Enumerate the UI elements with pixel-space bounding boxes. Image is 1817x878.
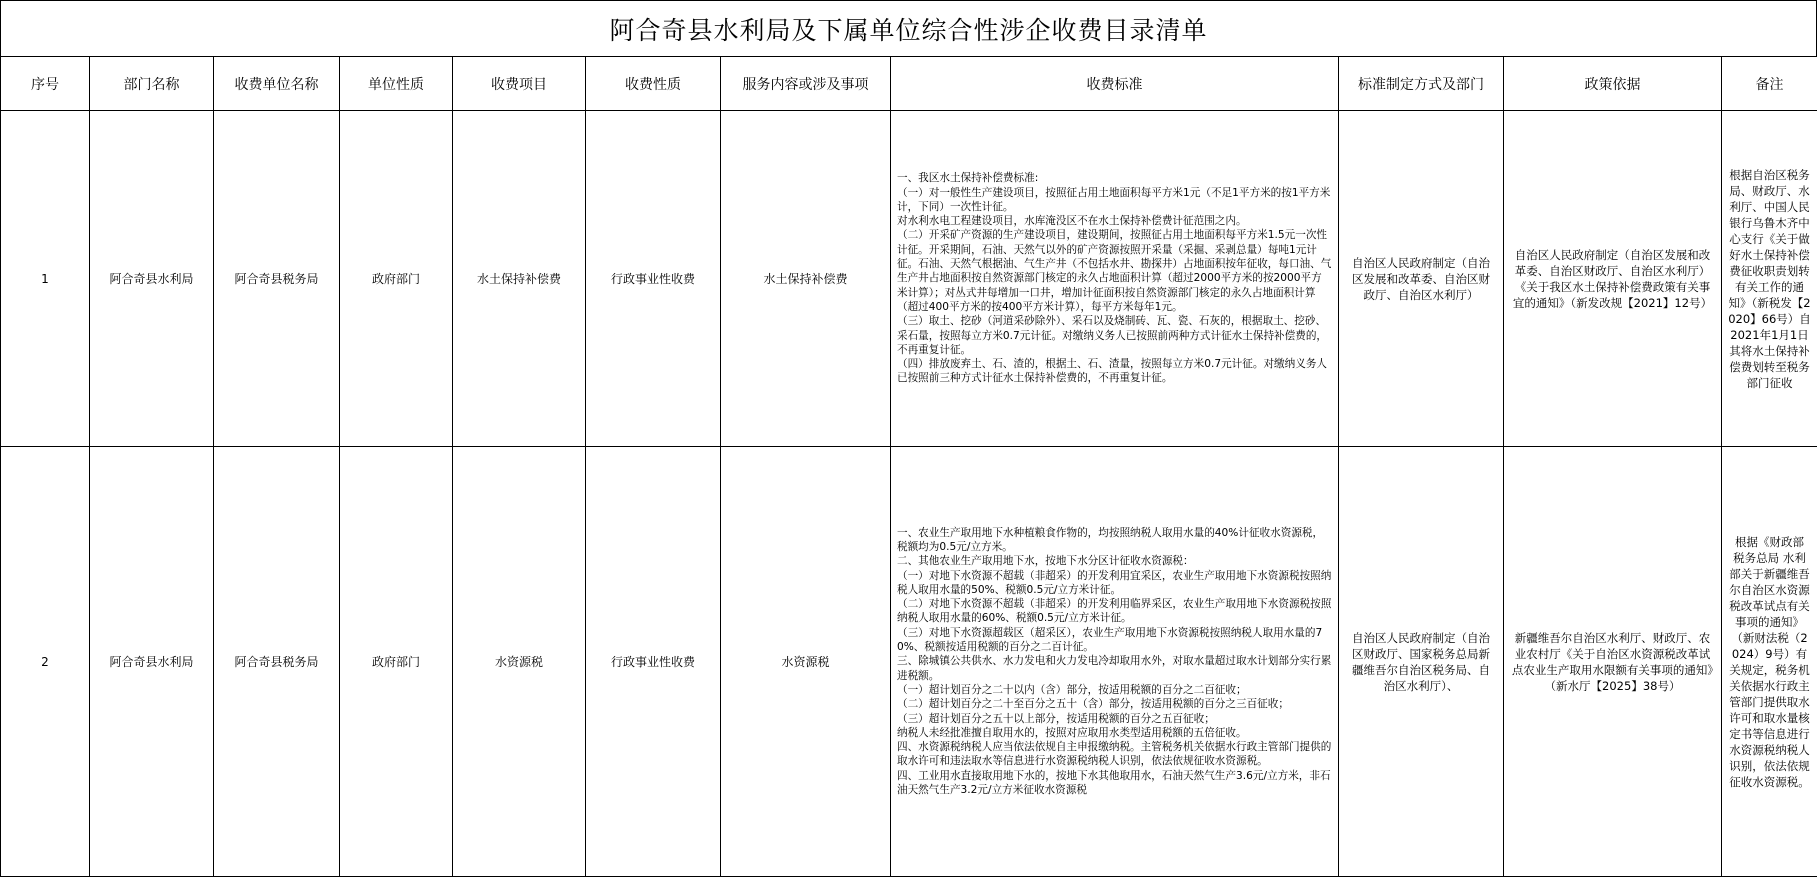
cell-department: 阿合奇县水利局: [90, 447, 214, 877]
cell-department: 阿合奇县水利局: [90, 111, 214, 447]
cell-remark: 根据《财政部 税务总局 水利部关于新疆维吾尔自治区水资源税改革试点有关事项的通知》（新财法税（2024）9号）有关规定，税务机关依据水行政主管部门提供取水许可和取水量核定书等信息进行水资源税纳税人识别，依法依规征收水资源税。: [1722, 447, 1817, 877]
cell-fee-standard: 一、我区水土保持补偿费标准: （一）对一般性生产建设项目，按照征占用土地面积每平方米1元（不足1平方米的按1平方米计，下同）一次性计征。 对水利水电工程建设项目，水库淹没区不在水土保持补偿费计征范围之内。 （二）开采矿产资源的生产建设项目，建设期间，按照征占用土地面积每平方米1.5元一次性计征。开采期间，石油、天然气以外的矿产资源按照开采量（采掘、采剥总量）每吨1元计征。石油、天然气根据油、气生产井（不包括水井、勘探井）占地面积按年征收，每口油、气生产井占地面积按自然资源部门核定的永久占地面积计算（超过2000平方米的按2000平方米计算）；对丛式井每增加一口井，增加计征面积按自然资源部门核定的永久占地面积计算（超过400平方米的按400平方米计算），每平方米每年1元。 （三）取土、挖砂（河道采砂除外）、采石以及烧制砖、瓦、瓷、石灰的，根据取土、挖砂、采石量，按照每立方米0.7元计征。对缴纳义务人已按照前两种方式计征水土保持补偿费的，不再重复计征。 （四）排放废弃土、石、渣的，根据土、石、渣量，按照每立方米0.7元计征。对缴纳义务人已按照前三种方式计征水土保持补偿费的，不再重复计征。: [891, 111, 1339, 447]
cell-charging-unit: 阿合奇县税务局: [214, 447, 340, 877]
cell-fee-nature: 行政事业性收费: [586, 447, 721, 877]
header-fee-nature: 收费性质: [586, 57, 721, 111]
table-row: [1, 111, 1817, 447]
header-index: 序号: [1, 57, 90, 111]
cell-policy-basis: 自治区人民政府制定（自治区发展和改革委、自治区财政厅、自治区水利厅）《关于我区水土保持补偿费政策有关事宜的通知》（新发改规【2021】12号）: [1504, 111, 1722, 447]
header-row: [1, 57, 1817, 111]
header-remark: 备注: [1722, 57, 1817, 111]
header-policy-basis: 政策依据: [1504, 57, 1722, 111]
header-fee-item: 收费项目: [453, 57, 586, 111]
cell-standard-method: 自治区人民政府制定（自治区财政厅、国家税务总局新疆维吾尔自治区税务局、自治区水利厅）、: [1339, 447, 1504, 877]
cell-unit-nature: 政府部门: [340, 111, 453, 447]
cell-fee-item: 水土保持补偿费: [453, 111, 586, 447]
cell-fee-nature: 行政事业性收费: [586, 111, 721, 447]
cell-index: 2: [1, 447, 90, 877]
fee-catalog-table: [0, 56, 1817, 877]
cell-service-content: 水资源税: [721, 447, 891, 877]
cell-policy-basis: 新疆维吾尔自治区水利厅、财政厅、农业农村厅《关于自治区水资源税改革试点农业生产取用水限额有关事项的通知》（新水厅【2025】38号）: [1504, 447, 1722, 877]
header-service-content: 服务内容或涉及事项: [721, 57, 891, 111]
cell-service-content: 水土保持补偿费: [721, 111, 891, 447]
cell-fee-item: 水资源税: [453, 447, 586, 877]
header-unit-nature: 单位性质: [340, 57, 453, 111]
cell-charging-unit: 阿合奇县税务局: [214, 111, 340, 447]
cell-unit-nature: 政府部门: [340, 447, 453, 877]
page-title: 阿合奇县水利局及下属单位综合性涉企收费目录清单: [0, 0, 1817, 56]
cell-fee-standard: 一、农业生产取用地下水种植粮食作物的，均按照纳税人取用水量的40%计征收水资源税，税额均为0.5元/立方米。 二、其他农业生产取用地下水，按地下水分区计征收水资源税： （一）对地下水资源不超载（非超采）的开发利用宜采区，农业生产取用地下水资源税按照纳税人取用水量的50%、税额0.5元/立方米计征。 （二）对地下水资源不超载（非超采）的开发利用临界采区，农业生产取用地下水资源税按照纳税人取用水量的60%、税额0.5元/立方米计征。 （三）对地下水资源超载区（超采区），农业生产取用地下水资源税按照纳税人取用水量的70%、税额按适用税额的百分之二百计征。 三、除城镇公共供水、水力发电和火力发电冷却取用水外，对取水量超过取水计划部分实行累进税额。 （一）超计划百分之二十以内（含）部分，按适用税额的百分之二百征收； （二）超计划百分之二十至百分之五十（含）部分，按适用税额的百分之三百征收； （三）超计划百分之五十以上部分，按适用税额的百分之五百征收； 纳税人未经批准擅自取用水的，按照对应取用水类型适用税额的五倍征收。 四、水资源税纳税人应当依法依规自主申报缴纳税。主管税务机关依据水行政主管部门提供的取水许可和违法取水等信息进行水资源税纳税人识别，依法依规征收水资源税。 四、工业用水直接取用地下水的，按地下水其他取用水，石油天然气生产3.6元/立方米，非石油天然气生产3.2元/立方米征收水资源税: [891, 447, 1339, 877]
header-fee-standard: 收费标准: [891, 57, 1339, 111]
cell-index: 1: [1, 111, 90, 447]
header-department: 部门名称: [90, 57, 214, 111]
cell-standard-method: 自治区人民政府制定（自治区发展和改革委、自治区财政厅、自治区水利厅）: [1339, 111, 1504, 447]
header-standard-method: 标准制定方式及部门: [1339, 57, 1504, 111]
header-charging-unit: 收费单位名称: [214, 57, 340, 111]
cell-remark: 根据自治区税务局、财政厅、水利厅、中国人民银行乌鲁木齐中心支行《关于做好水土保持补偿费征收职责划转有关工作的通知》（新税发【2020】66号）自2021年1月1日其将水土保持补偿费划转至税务部门征收: [1722, 111, 1817, 447]
table-row: [1, 447, 1817, 877]
